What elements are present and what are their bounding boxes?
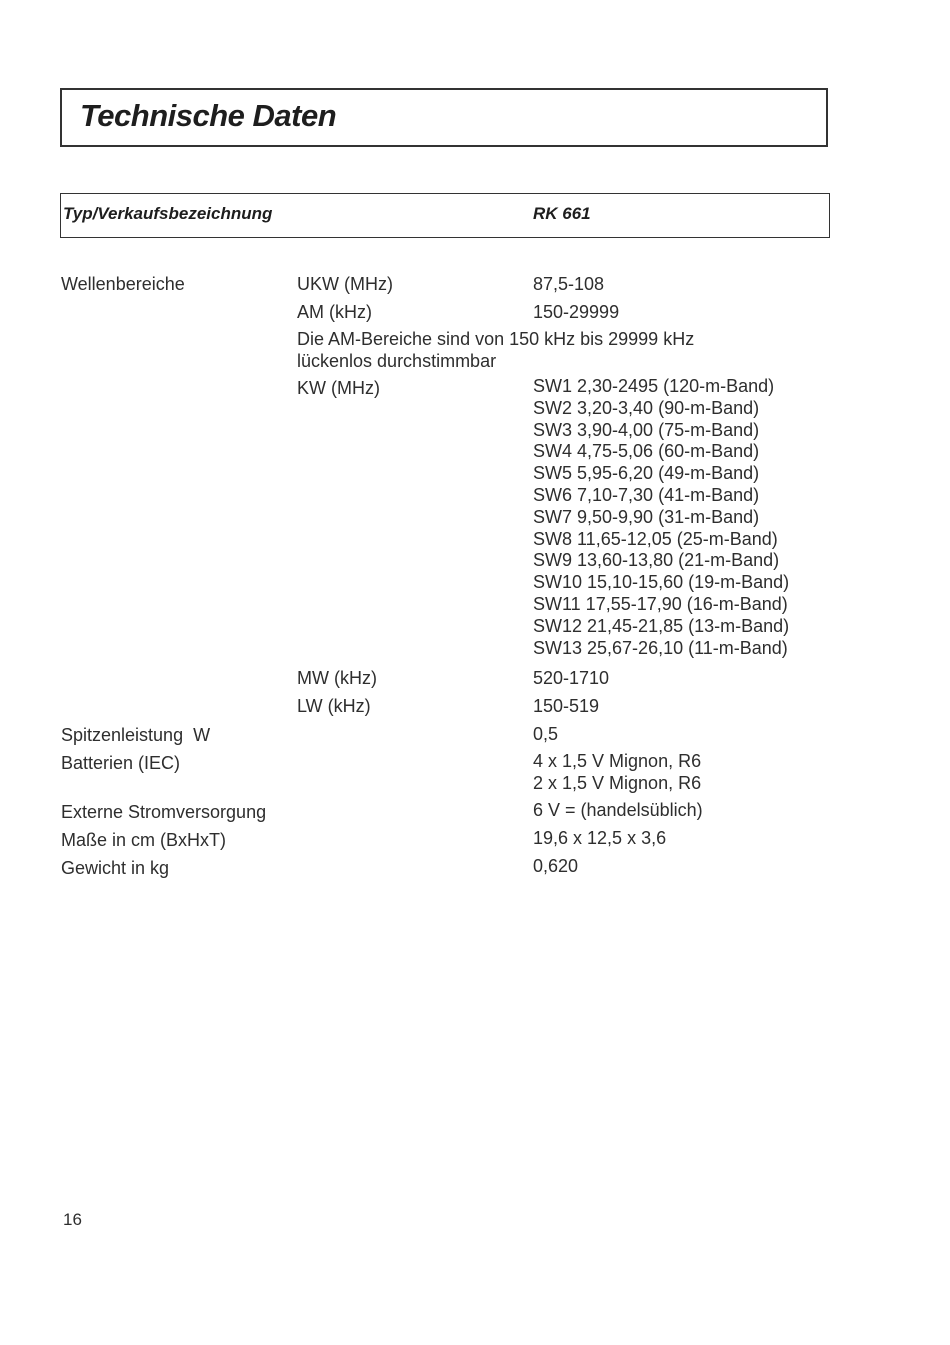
ukw-label: UKW (MHz)	[297, 274, 393, 294]
page-number: 16	[63, 1210, 82, 1229]
am-label: AM (kHz)	[297, 302, 372, 322]
dimensions-value: 19,6 x 12,5 x 3,6	[533, 828, 667, 848]
ukw-value: 87,5-108	[533, 274, 605, 294]
batteries-label: Batterien (IEC)	[61, 753, 181, 773]
kw-band-item: SW13 25,67-26,10 (11-m-Band)	[533, 637, 788, 658]
weight-value: 0,620	[533, 856, 579, 876]
kw-band-item: SW3 3,90-4,00 (75-m-Band)	[533, 419, 760, 440]
am-value: 150-29999	[533, 302, 620, 322]
batteries-value-line2: 2 x 1,5 V Mignon, R6	[533, 773, 702, 793]
mw-label: MW (kHz)	[297, 668, 377, 688]
peak-power-label: Spitzenleistung W	[61, 725, 211, 745]
lw-label: LW (kHz)	[297, 696, 371, 716]
type-designation-box	[60, 193, 830, 238]
kw-band-item: SW7 9,50-9,90 (31-m-Band)	[533, 506, 760, 527]
kw-band-item: SW1 2,30-2495 (120-m-Band)	[533, 376, 775, 396]
kw-band-item: SW6 7,10-7,30 (41-m-Band)	[533, 484, 760, 505]
wave-ranges-label: Wellenbereiche	[61, 274, 185, 294]
type-value: RK 661	[533, 204, 591, 223]
kw-band-item: SW12 21,45-21,85 (13-m-Band)	[533, 615, 790, 636]
kw-band-item: SW8 11,65-12,05 (25-m-Band)	[533, 528, 778, 549]
peak-power-value: 0,5	[533, 724, 559, 744]
weight-label: Gewicht in kg	[61, 858, 170, 878]
kw-band-list	[533, 376, 789, 659]
kw-band-item: SW11 17,55-17,90 (16-m-Band)	[533, 593, 788, 614]
title-box	[60, 88, 828, 147]
external-power-label: Externe Stromversorgung	[61, 802, 267, 822]
am-note-line1: Die AM-Bereiche sind von 150 kHz bis 29999 kHz	[297, 329, 695, 349]
kw-label: KW (MHz)	[297, 378, 380, 398]
kw-band-item: SW9 13,60-13,80 (21-m-Band)	[533, 550, 780, 571]
page-title: Technische Daten	[80, 98, 337, 133]
kw-band-item: SW4 4,75-5,06 (60-m-Band)	[533, 441, 760, 462]
kw-band-item: SW10 15,10-15,60 (19-m-Band)	[533, 572, 790, 593]
am-note-line2: lückenlos durchstimmbar	[297, 351, 497, 371]
lw-value: 150-519	[533, 696, 600, 716]
type-label: Typ/Verkaufsbezeichnung	[63, 204, 273, 223]
kw-band-item: SW5 5,95-6,20 (49-m-Band)	[533, 463, 760, 484]
mw-value: 520-1710	[533, 668, 610, 688]
kw-band-item: SW2 3,20-3,40 (90-m-Band)	[533, 397, 760, 418]
external-power-value: 6 V = (handelsüblich)	[533, 800, 703, 820]
dimensions-label: Maße in cm (BxHxT)	[61, 830, 227, 850]
batteries-value-line1: 4 x 1,5 V Mignon, R6	[533, 751, 702, 771]
